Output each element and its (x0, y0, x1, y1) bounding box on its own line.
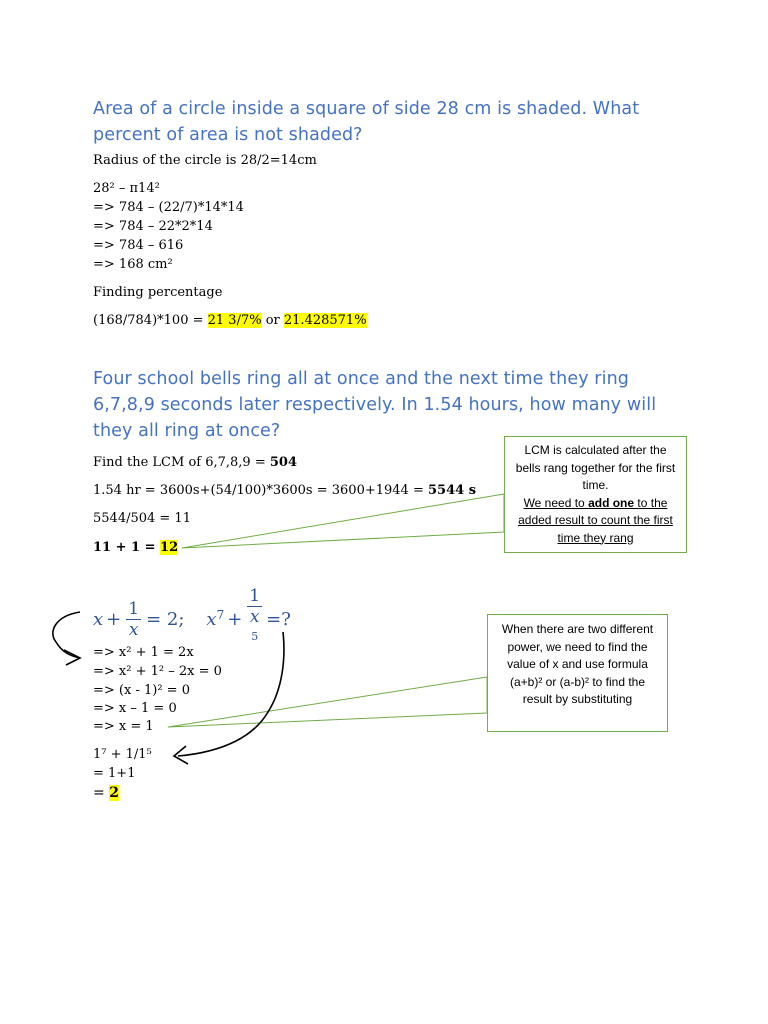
eq-frac1-den: x (128, 619, 139, 640)
lcm-note-line-2-post: to the added result to count the first time they rang (518, 495, 673, 545)
result-fraction-highlight: 21 3/7% (207, 313, 262, 328)
sum-prefix: 11 + 1 = (93, 540, 161, 555)
lcm-note-line-2-bold: add one (588, 495, 635, 510)
lcm-value: 504 (269, 455, 297, 470)
q3-step-4: => x – 1 = 0 (93, 701, 177, 716)
result-prefix: (168/784)*100 = (93, 313, 208, 328)
hours-value: 5544 s (427, 483, 477, 498)
result-decimal-highlight: 21.428571% (283, 313, 367, 328)
hours-prefix: 1.54 hr = 3600s+(54/100)*3600s = 3600+1944 = (93, 483, 428, 498)
lcm-note-line-2-pre: We need to (523, 495, 589, 510)
result-or: or (261, 313, 284, 328)
division-line: 5544/504 = 11 (93, 511, 191, 526)
finding-percentage-label: Finding percentage (93, 285, 223, 300)
eq-plus-2: + (227, 608, 243, 630)
q3-step-3: => (x - 1)² = 0 (93, 683, 190, 698)
radius-line: Radius of the circle is 28/2=14cm (93, 153, 317, 168)
substitution-line-2: = 1+1 (93, 766, 136, 781)
power-callout-note: When there are two different power, we need to find the value of x and use formula (a+b)² or (a-b)² to find the result by substituting (487, 614, 668, 732)
power-callout-pointer (168, 677, 487, 727)
eq-x7: x (206, 608, 217, 630)
eq-equals: = 2; (146, 608, 185, 630)
q3-step-5: => x = 1 (93, 719, 154, 734)
eq-plus: + (106, 608, 122, 630)
eq-question: =? (266, 608, 291, 630)
lcm-callout-pointer (182, 494, 504, 548)
question-2-heading: Four school bells ring all at once and the next time they ring 6,7,8,9 seconds later respectively. In 1.54 hours, how many will they all ring at once? (93, 369, 657, 441)
substitution-line-1: 1⁷ + 1/1⁵ (93, 747, 152, 762)
eq-exp5: 5 (251, 630, 259, 644)
eq-exp7: 7 (216, 608, 225, 622)
lcm-note-line-1: LCM is calculated after the bells rang together for the first time. (515, 443, 676, 492)
step-4: => 784 – 616 (93, 238, 184, 253)
eq-x: x (93, 608, 104, 630)
step-5: => 168 cm² (93, 257, 173, 272)
sub3-value-highlight: 2 (109, 785, 119, 801)
q3-step-1: => x² + 1 = 2x (93, 645, 194, 660)
lcm-prefix: Find the LCM of 6,7,8,9 = (93, 455, 270, 470)
eq-frac2-num: 1 (249, 586, 261, 607)
sub3-prefix: = (93, 785, 110, 801)
step-3: => 784 – 22*2*14 (93, 219, 213, 234)
step-2: => 784 – (22/7)*14*14 (93, 200, 244, 215)
question-1-heading: Area of a circle inside a square of side 28 cm is shaded. What percent of area is not shaded? (93, 99, 640, 145)
q3-step-2: => x² + 1² – 2x = 0 (93, 664, 222, 679)
curved-arrow-down-icon (178, 632, 284, 756)
eq-frac2-den-x: x (249, 607, 260, 628)
eq-frac1-num: 1 (128, 598, 140, 619)
step-1: 28² – π14² (93, 181, 160, 196)
sum-value-highlight: 12 (160, 540, 179, 555)
